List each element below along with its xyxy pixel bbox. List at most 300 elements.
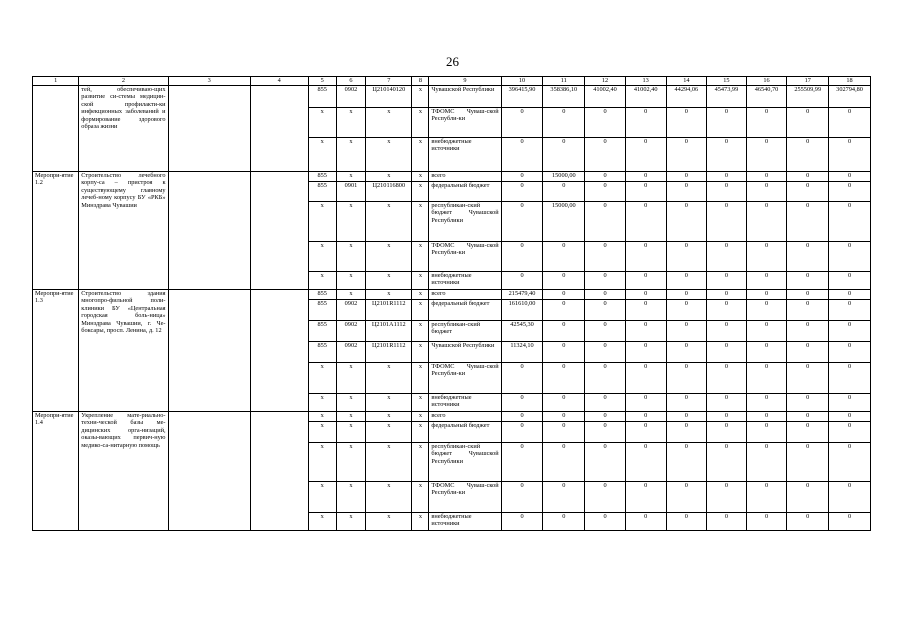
expense-type-cell: х: [412, 394, 429, 412]
amount-cell: 0: [543, 363, 585, 394]
header-row: [33, 77, 871, 86]
amount-cell: 0: [787, 482, 829, 513]
amount-cell: 0: [501, 202, 543, 242]
expense-type-cell: х: [412, 86, 429, 108]
funding-source-cell: республикан-ский бюджет Чувашской Республики: [429, 202, 501, 242]
amount-cell: 0: [543, 272, 585, 290]
amount-cell: 302794,80: [829, 86, 871, 108]
amount-cell: 0: [746, 172, 787, 182]
amount-cell: 0: [666, 182, 707, 202]
amount-cell: 0: [625, 321, 666, 342]
executor-cell: [168, 412, 250, 531]
table-row: [33, 172, 871, 182]
section-code-cell: 0902: [336, 300, 365, 321]
amount-cell: 0: [666, 342, 707, 363]
target-article-cell: х: [366, 513, 412, 531]
amount-cell: 0: [501, 412, 543, 422]
section-code-cell: х: [336, 513, 365, 531]
amount-cell: 0: [585, 272, 626, 290]
executor-cell: [168, 172, 250, 290]
amount-cell: 0: [625, 300, 666, 321]
amount-cell: 0: [707, 172, 747, 182]
amount-cell: 41002,40: [585, 86, 626, 108]
amount-cell: 0: [707, 513, 747, 531]
amount-cell: 0: [585, 108, 626, 138]
amount-cell: 0: [707, 412, 747, 422]
amount-cell: 0: [625, 108, 666, 138]
amount-cell: 0: [787, 394, 829, 412]
amount-cell: 0: [543, 412, 585, 422]
amount-cell: 0: [543, 513, 585, 531]
amount-cell: 0: [746, 300, 787, 321]
table-row: [33, 290, 871, 300]
amount-cell: 0: [666, 321, 707, 342]
funding-source-cell: внебюджетные источники: [429, 394, 501, 412]
target-article-cell: х: [366, 242, 412, 272]
amount-cell: 0: [585, 172, 626, 182]
amount-cell: 0: [829, 443, 871, 482]
amount-cell: 0: [829, 412, 871, 422]
amount-cell: 0: [501, 272, 543, 290]
target-article-cell: Ц2101А1112: [366, 321, 412, 342]
target-article-cell: х: [366, 363, 412, 394]
amount-cell: 0: [707, 321, 747, 342]
amount-cell: 0: [787, 412, 829, 422]
funding-source-cell: внебюджетные источники: [429, 272, 501, 290]
column-number-11: 11: [543, 77, 585, 86]
amount-cell: 0: [746, 290, 787, 300]
amount-cell: 0: [625, 422, 666, 443]
amount-cell: 11324,10: [501, 342, 543, 363]
amount-cell: 0: [829, 363, 871, 394]
amount-cell: 0: [625, 443, 666, 482]
amount-cell: 0: [543, 321, 585, 342]
amount-cell: 0: [543, 138, 585, 172]
grbs-code-cell: х: [308, 394, 336, 412]
amount-cell: 0: [666, 172, 707, 182]
expense-type-cell: х: [412, 422, 429, 443]
funding-source-cell: республикан-ский бюджет: [429, 321, 501, 342]
target-article-cell: Ц210140120: [366, 86, 412, 108]
amount-cell: 0: [746, 412, 787, 422]
amount-cell: 0: [829, 138, 871, 172]
grbs-code-cell: 855: [308, 182, 336, 202]
amount-cell: 0: [585, 138, 626, 172]
grbs-code-cell: 855: [308, 172, 336, 182]
amount-cell: 15000,00: [543, 202, 585, 242]
section-code-cell: х: [336, 412, 365, 422]
funding-source-cell: внебюджетные источники: [429, 513, 501, 531]
amount-cell: 0: [707, 242, 747, 272]
amount-cell: 0: [707, 443, 747, 482]
amount-cell: 0: [501, 182, 543, 202]
amount-cell: 0: [625, 138, 666, 172]
amount-cell: 0: [746, 513, 787, 531]
amount-cell: 0: [585, 412, 626, 422]
amount-cell: 0: [543, 342, 585, 363]
target-article-cell: х: [366, 172, 412, 182]
amount-cell: 0: [829, 202, 871, 242]
target-article-cell: х: [366, 443, 412, 482]
amount-cell: 0: [666, 443, 707, 482]
amount-cell: 0: [585, 363, 626, 394]
amount-cell: 0: [501, 138, 543, 172]
amount-cell: 0: [501, 108, 543, 138]
amount-cell: 0: [501, 172, 543, 182]
grbs-code-cell: х: [308, 443, 336, 482]
amount-cell: 0: [787, 202, 829, 242]
section-code-cell: х: [336, 363, 365, 394]
executor-cell: [168, 86, 250, 172]
amount-cell: 0: [666, 202, 707, 242]
funding-source-cell: Чувашской Республики: [429, 342, 501, 363]
target-article-cell: х: [366, 108, 412, 138]
column-number-14: 14: [666, 77, 707, 86]
amount-cell: 0: [746, 138, 787, 172]
target-indicator-cell: [250, 412, 308, 531]
amount-cell: 45473,99: [707, 86, 747, 108]
grbs-code-cell: х: [308, 482, 336, 513]
column-number-3: 3: [168, 77, 250, 86]
amount-cell: 0: [787, 242, 829, 272]
amount-cell: 0: [787, 182, 829, 202]
amount-cell: 0: [666, 272, 707, 290]
grbs-code-cell: х: [308, 108, 336, 138]
section-code-cell: х: [336, 138, 365, 172]
amount-cell: 0: [666, 363, 707, 394]
amount-cell: 0: [585, 290, 626, 300]
grbs-code-cell: х: [308, 242, 336, 272]
amount-cell: 215479,40: [501, 290, 543, 300]
amount-cell: 0: [543, 182, 585, 202]
table-body: [33, 77, 871, 531]
amount-cell: 0: [585, 482, 626, 513]
funding-source-cell: республикан-ский бюджет Чувашской Республики: [429, 443, 501, 482]
funding-source-cell: всего: [429, 290, 501, 300]
grbs-code-cell: 855: [308, 321, 336, 342]
section-code-cell: х: [336, 242, 365, 272]
target-article-cell: х: [366, 482, 412, 513]
amount-cell: 0: [585, 443, 626, 482]
funding-source-cell: ТФОМС Чуваш-ской Республи-ки: [429, 482, 501, 513]
amount-cell: 0: [707, 363, 747, 394]
expense-type-cell: х: [412, 300, 429, 321]
amount-cell: 0: [501, 242, 543, 272]
target-indicator-cell: [250, 86, 308, 172]
amount-cell: 44294,06: [666, 86, 707, 108]
grbs-code-cell: 855: [308, 342, 336, 363]
amount-cell: 0: [585, 513, 626, 531]
amount-cell: 0: [746, 272, 787, 290]
funding-source-cell: федеральный бюджет: [429, 182, 501, 202]
event-code-cell: Меропри-ятие 1.2: [33, 172, 79, 290]
amount-cell: 0: [829, 342, 871, 363]
amount-cell: 0: [746, 108, 787, 138]
funding-source-cell: внебюджетные источники: [429, 138, 501, 172]
amount-cell: 0: [666, 290, 707, 300]
target-article-cell: х: [366, 138, 412, 172]
amount-cell: 0: [829, 290, 871, 300]
grbs-code-cell: 855: [308, 300, 336, 321]
amount-cell: 0: [746, 342, 787, 363]
grbs-code-cell: 855: [308, 290, 336, 300]
column-number-1: 1: [33, 77, 79, 86]
amount-cell: 0: [625, 172, 666, 182]
amount-cell: 0: [666, 513, 707, 531]
funding-source-cell: ТФОМС Чуваш-ской Республи-ки: [429, 363, 501, 394]
amount-cell: 0: [707, 342, 747, 363]
event-code-cell: Меропри-ятие 1.3: [33, 290, 79, 412]
amount-cell: 255509,99: [787, 86, 829, 108]
amount-cell: 0: [585, 182, 626, 202]
expense-type-cell: х: [412, 290, 429, 300]
amount-cell: 0: [707, 108, 747, 138]
amount-cell: 0: [829, 482, 871, 513]
amount-cell: 0: [666, 422, 707, 443]
column-number-7: 7: [366, 77, 412, 86]
expense-type-cell: х: [412, 202, 429, 242]
amount-cell: 0: [543, 443, 585, 482]
amount-cell: 0: [501, 443, 543, 482]
amount-cell: 0: [707, 482, 747, 513]
amount-cell: 0: [829, 394, 871, 412]
amount-cell: 0: [501, 363, 543, 394]
amount-cell: 0: [625, 342, 666, 363]
column-number-6: 6: [336, 77, 365, 86]
target-indicator-cell: [250, 172, 308, 290]
amount-cell: 0: [666, 482, 707, 513]
expense-type-cell: х: [412, 443, 429, 482]
amount-cell: 0: [746, 394, 787, 412]
section-code-cell: х: [336, 272, 365, 290]
amount-cell: 0: [829, 108, 871, 138]
amount-cell: 0: [787, 321, 829, 342]
expense-type-cell: х: [412, 342, 429, 363]
target-article-cell: Ц2101R1112: [366, 342, 412, 363]
page-number: 26: [446, 54, 459, 69]
event-code-cell: Меропри-ятие 1.4: [33, 412, 79, 531]
amount-cell: 0: [707, 202, 747, 242]
amount-cell: 0: [625, 202, 666, 242]
funding-source-cell: всего: [429, 412, 501, 422]
event-name-cell: Строительство здания многопро-фильной поли-клиники БУ «Центральная городская боль-ница» Минздрава Чувашии, г. Че-боксары, просп. Ленина, д. 12: [79, 290, 168, 412]
amount-cell: 0: [501, 513, 543, 531]
amount-cell: 0: [666, 300, 707, 321]
amount-cell: 0: [625, 513, 666, 531]
expense-type-cell: х: [412, 412, 429, 422]
column-number-12: 12: [585, 77, 626, 86]
funding-source-cell: Чувашской Республики: [429, 86, 501, 108]
grbs-code-cell: х: [308, 272, 336, 290]
column-number-2: 2: [79, 77, 168, 86]
amount-cell: 0: [585, 202, 626, 242]
target-article-cell: х: [366, 394, 412, 412]
table-row: [33, 412, 871, 422]
funding-source-cell: ТФОМС Чуваш-ской Республи-ки: [429, 242, 501, 272]
amount-cell: 0: [543, 290, 585, 300]
amount-cell: 0: [746, 242, 787, 272]
amount-cell: 0: [501, 394, 543, 412]
column-number-13: 13: [625, 77, 666, 86]
expense-type-cell: х: [412, 513, 429, 531]
amount-cell: 0: [746, 422, 787, 443]
amount-cell: 15000,00: [543, 172, 585, 182]
amount-cell: 0: [746, 182, 787, 202]
section-code-cell: х: [336, 202, 365, 242]
amount-cell: 0: [787, 363, 829, 394]
event-code-cell: [33, 86, 79, 172]
amount-cell: 0: [625, 482, 666, 513]
amount-cell: 0: [585, 342, 626, 363]
amount-cell: 0: [829, 321, 871, 342]
amount-cell: 0: [829, 172, 871, 182]
amount-cell: 0: [585, 300, 626, 321]
target-indicator-cell: [250, 290, 308, 412]
event-name-cell: Укрепление мате-риально-техни-ческой базы ме-дицинских орга-низаций, оказы-вающих первич-ную медико-са-нитарную помощь: [79, 412, 168, 531]
section-code-cell: х: [336, 108, 365, 138]
amount-cell: 0: [625, 290, 666, 300]
table-row: [33, 86, 871, 108]
amount-cell: 0: [543, 108, 585, 138]
amount-cell: 0: [543, 242, 585, 272]
amount-cell: 0: [707, 138, 747, 172]
column-number-16: 16: [746, 77, 787, 86]
amount-cell: 0: [787, 300, 829, 321]
column-number-10: 10: [501, 77, 543, 86]
amount-cell: 0: [666, 108, 707, 138]
section-code-cell: х: [336, 482, 365, 513]
budget-table: [32, 76, 871, 531]
amount-cell: 0: [625, 272, 666, 290]
expense-type-cell: х: [412, 108, 429, 138]
amount-cell: 0: [787, 513, 829, 531]
amount-cell: 0: [787, 138, 829, 172]
grbs-code-cell: х: [308, 422, 336, 443]
column-number-9: 9: [429, 77, 501, 86]
amount-cell: 0: [829, 422, 871, 443]
amount-cell: 0: [585, 394, 626, 412]
amount-cell: 0: [746, 482, 787, 513]
amount-cell: 0: [625, 182, 666, 202]
expense-type-cell: х: [412, 138, 429, 172]
column-number-4: 4: [250, 77, 308, 86]
amount-cell: 0: [707, 422, 747, 443]
event-name-cell: тей, обеспечиваю-щих развитие си-стемы медицин-ской профилакти-ки инфекционных заболеваний и формирование здорового образа жизни: [79, 86, 168, 172]
amount-cell: 0: [666, 138, 707, 172]
section-code-cell: 0902: [336, 86, 365, 108]
grbs-code-cell: х: [308, 202, 336, 242]
amount-cell: 0: [787, 172, 829, 182]
expense-type-cell: х: [412, 182, 429, 202]
amount-cell: 0: [543, 300, 585, 321]
column-number-5: 5: [308, 77, 336, 86]
target-article-cell: х: [366, 272, 412, 290]
amount-cell: 0: [829, 300, 871, 321]
executor-cell: [168, 290, 250, 412]
amount-cell: 0: [666, 394, 707, 412]
amount-cell: 0: [585, 422, 626, 443]
expense-type-cell: х: [412, 482, 429, 513]
expense-type-cell: х: [412, 272, 429, 290]
target-article-cell: Ц2101R1112: [366, 300, 412, 321]
funding-source-cell: всего: [429, 172, 501, 182]
amount-cell: 0: [746, 202, 787, 242]
amount-cell: 0: [787, 108, 829, 138]
amount-cell: 358386,10: [543, 86, 585, 108]
amount-cell: 0: [746, 363, 787, 394]
column-number-18: 18: [829, 77, 871, 86]
grbs-code-cell: х: [308, 363, 336, 394]
amount-cell: 0: [625, 242, 666, 272]
section-code-cell: 0902: [336, 321, 365, 342]
amount-cell: 0: [585, 321, 626, 342]
amount-cell: 0: [625, 412, 666, 422]
amount-cell: 0: [829, 242, 871, 272]
amount-cell: 0: [787, 443, 829, 482]
target-article-cell: х: [366, 202, 412, 242]
section-code-cell: 0902: [336, 342, 365, 363]
grbs-code-cell: 855: [308, 86, 336, 108]
amount-cell: 0: [501, 482, 543, 513]
amount-cell: 0: [787, 272, 829, 290]
section-code-cell: х: [336, 172, 365, 182]
amount-cell: 41002,40: [625, 86, 666, 108]
funding-source-cell: ТФОМС Чуваш-ской Республи-ки: [429, 108, 501, 138]
expense-type-cell: х: [412, 242, 429, 272]
amount-cell: 0: [787, 290, 829, 300]
amount-cell: 0: [829, 272, 871, 290]
amount-cell: 46540,70: [746, 86, 787, 108]
amount-cell: 0: [666, 412, 707, 422]
amount-cell: 161610,00: [501, 300, 543, 321]
target-article-cell: х: [366, 412, 412, 422]
funding-source-cell: федеральный бюджет: [429, 422, 501, 443]
amount-cell: 0: [707, 272, 747, 290]
amount-cell: 0: [501, 422, 543, 443]
amount-cell: 0: [707, 300, 747, 321]
section-code-cell: 0901: [336, 182, 365, 202]
section-code-cell: х: [336, 290, 365, 300]
grbs-code-cell: х: [308, 513, 336, 531]
expense-type-cell: х: [412, 363, 429, 394]
amount-cell: 0: [707, 394, 747, 412]
column-number-17: 17: [787, 77, 829, 86]
column-number-8: 8: [412, 77, 429, 86]
amount-cell: 0: [666, 242, 707, 272]
amount-cell: 0: [625, 363, 666, 394]
target-article-cell: х: [366, 422, 412, 443]
amount-cell: 0: [543, 422, 585, 443]
amount-cell: 0: [625, 394, 666, 412]
amount-cell: 0: [543, 482, 585, 513]
amount-cell: 0: [585, 242, 626, 272]
amount-cell: 0: [787, 342, 829, 363]
amount-cell: 0: [543, 394, 585, 412]
amount-cell: 0: [746, 321, 787, 342]
grbs-code-cell: х: [308, 412, 336, 422]
amount-cell: 42545,30: [501, 321, 543, 342]
column-number-15: 15: [707, 77, 747, 86]
funding-source-cell: федеральный бюджет: [429, 300, 501, 321]
expense-type-cell: х: [412, 321, 429, 342]
amount-cell: 0: [829, 182, 871, 202]
section-code-cell: х: [336, 394, 365, 412]
amount-cell: 0: [707, 290, 747, 300]
amount-cell: 0: [707, 182, 747, 202]
amount-cell: 0: [746, 443, 787, 482]
target-article-cell: Ц210116800: [366, 182, 412, 202]
event-name-cell: Строительство лечебного корпу-са – пристроя к существующему главному лечеб-ному корпусу БУ «РКБ» Минздрава Чувашии: [79, 172, 168, 290]
